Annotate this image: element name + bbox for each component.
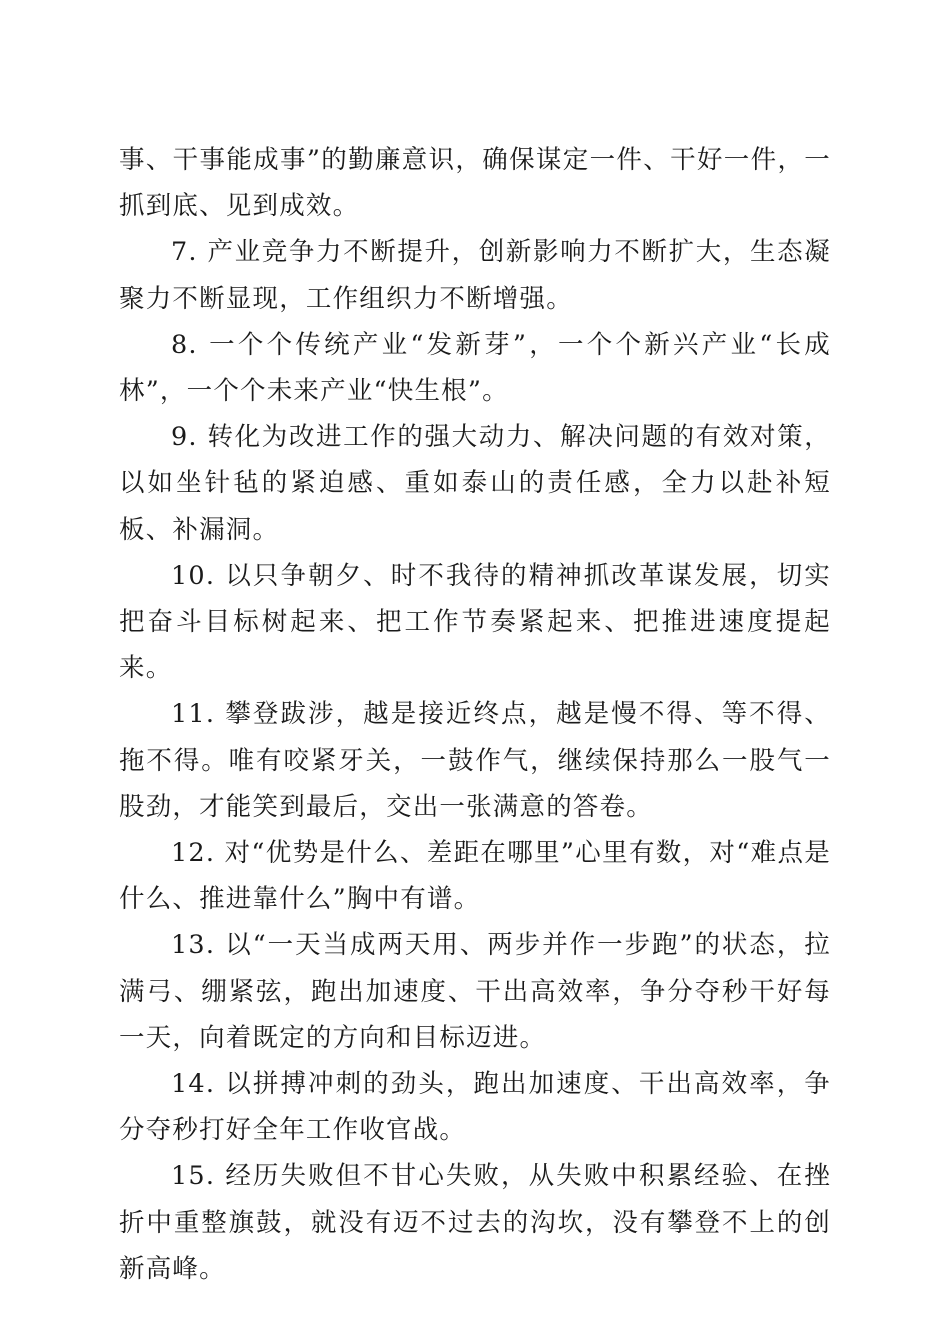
paragraph-item-11: 11. 攀登跋涉，越是接近终点，越是慢不得、等不得、拖不得。唯有咬紧牙关，一鼓作气，继续保持那么一股气一股劲，才能笑到最后，交出一张满意的答卷。 bbox=[119, 699, 831, 822]
paragraph-item-15: 15. 经历失败但不甘心失败，从失败中积累经验、在挫折中重整旗鼓，就没有迈不过去的沟坎，没有攀登不上的创新高峰。 bbox=[119, 1161, 831, 1284]
paragraph-item-13: 13. 以“一天当成两天用、两步并作一步跑”的状态，拉满弓、绷紧弦，跑出加速度、干出高效率，争分夺秒干好每一天，向着既定的方向和目标迈进。 bbox=[119, 930, 831, 1053]
paragraph-item-14: 14. 以拼搏冲刺的劲头，跑出加速度、干出高效率，争分夺秒打好全年工作收官战。 bbox=[119, 1069, 831, 1146]
paragraph-item-9: 9. 转化为改进工作的强大动力、解决问题的有效对策，以如坐针毡的紧迫感、重如泰山的责任感，全力以赴补短板、补漏洞。 bbox=[119, 422, 831, 545]
document-body bbox=[119, 137, 831, 1292]
paragraph-item-12: 12. 对“优势是什么、差距在哪里”心里有数，对“难点是什么、推进靠什么”胸中有谱。 bbox=[119, 838, 831, 915]
paragraph-item-10: 10. 以只争朝夕、时不我待的精神抓改革谋发展，切实把奋斗目标树起来、把工作节奏紧起来、把推进速度提起来。 bbox=[119, 560, 831, 684]
paragraph-item-7: 7. 产业竞争力不断提升，创新影响力不断扩大，生态凝聚力不断显现，工作组织力不断增强。 bbox=[119, 237, 831, 314]
paragraph-item-8: 8. 一个个传统产业“发新芽”，一个个新兴产业“长成林”，一个个未来产业“快生根”。 bbox=[119, 329, 831, 407]
paragraph-continuation: 事、干事能成事”的勤廉意识，确保谋定一件、干好一件，一抓到底、见到成效。 bbox=[119, 145, 831, 222]
